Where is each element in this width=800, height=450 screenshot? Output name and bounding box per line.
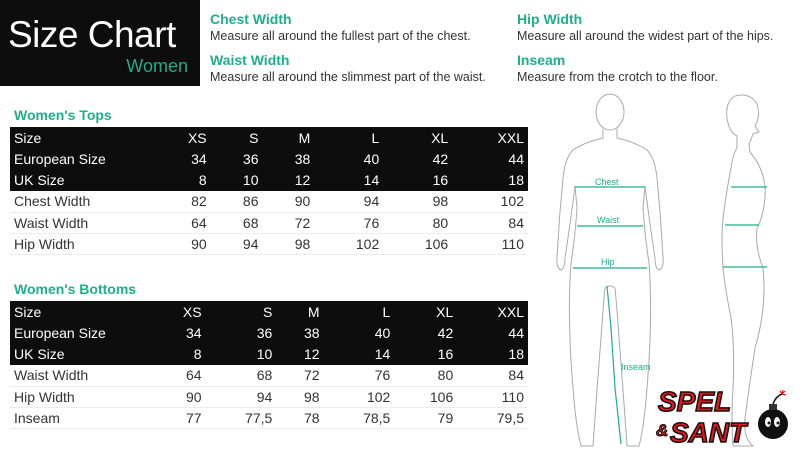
bottoms-size-table <box>10 301 528 429</box>
side-measurement-lines <box>723 187 767 267</box>
chest-width-instruction <box>210 11 471 43</box>
table-cell: Size <box>10 127 152 148</box>
table-cell: 102 <box>452 191 528 212</box>
table-cell: 79 <box>394 407 457 428</box>
table-cell: 84 <box>457 365 528 386</box>
table-cell: 42 <box>394 322 457 343</box>
table-row <box>10 148 528 169</box>
table-cell: 82 <box>152 191 211 212</box>
table-cell: L <box>314 127 383 148</box>
table-cell: 36 <box>206 322 277 343</box>
table-cell: 98 <box>276 386 323 407</box>
table-row <box>10 365 528 386</box>
table-cell: 8 <box>152 344 206 365</box>
bottoms-section-title: Women's Bottoms <box>14 281 137 297</box>
table-cell: 8 <box>152 170 211 191</box>
table-cell: 76 <box>324 365 395 386</box>
table-cell: 90 <box>262 191 314 212</box>
table-cell: 78 <box>276 407 323 428</box>
page-title: Size Chart <box>8 14 176 55</box>
size-chart-logo <box>0 0 200 86</box>
table-cell: XL <box>383 127 452 148</box>
table-cell: UK Size <box>10 344 152 365</box>
table-cell: 42 <box>383 148 452 169</box>
table-cell: 18 <box>457 344 528 365</box>
table-cell: 90 <box>152 233 211 254</box>
table-cell: 64 <box>152 212 211 233</box>
table-cell: 80 <box>394 365 457 386</box>
table-cell: 68 <box>206 365 277 386</box>
table-cell: UK Size <box>10 170 152 191</box>
table-cell: 34 <box>152 322 206 343</box>
bomb-icon <box>758 390 788 439</box>
table-cell: 78,5 <box>324 407 395 428</box>
table-cell: 10 <box>206 344 277 365</box>
table-cell: Size <box>10 301 152 322</box>
table-cell: 14 <box>324 344 395 365</box>
table-cell: 102 <box>314 233 383 254</box>
table-cell: S <box>211 127 263 148</box>
waist-width-instruction <box>210 52 486 84</box>
table-cell: Hip Width <box>10 233 152 254</box>
brand-line-1: SPEL <box>658 386 732 417</box>
table-cell: 86 <box>211 191 263 212</box>
hip-width-instruction <box>517 11 773 43</box>
table-row <box>10 127 528 148</box>
table-cell: 110 <box>452 233 528 254</box>
table-cell: 44 <box>457 322 528 343</box>
table-cell: 10 <box>211 170 263 191</box>
table-cell: 106 <box>394 386 457 407</box>
table-cell: 40 <box>314 148 383 169</box>
table-cell: M <box>276 301 323 322</box>
table-row <box>10 170 528 191</box>
instruction-title: Chest Width <box>210 11 292 27</box>
table-row <box>10 344 528 365</box>
table-cell: 106 <box>383 233 452 254</box>
table-cell: XXL <box>457 301 528 322</box>
front-body-figure <box>557 94 663 446</box>
table-cell: European Size <box>10 148 152 169</box>
table-cell: 16 <box>383 170 452 191</box>
table-cell: 94 <box>206 386 277 407</box>
hip-label: Hip <box>601 257 615 267</box>
table-cell: 72 <box>262 212 314 233</box>
chest-label: Chest <box>595 177 619 187</box>
page-subtitle: Women <box>126 56 188 76</box>
instruction-text: Measure all around the fullest part of the chest. <box>210 29 471 43</box>
instruction-text: Measure all around the widest part of the hips. <box>517 29 774 43</box>
table-row <box>10 322 528 343</box>
table-cell: L <box>324 301 395 322</box>
table-cell: 90 <box>152 386 206 407</box>
table-cell: 16 <box>394 344 457 365</box>
table-cell: 84 <box>452 212 528 233</box>
table-cell: 102 <box>324 386 395 407</box>
table-cell: Waist Width <box>10 212 152 233</box>
table-cell: 36 <box>211 148 263 169</box>
table-row <box>10 407 528 428</box>
inseam-line <box>607 286 621 444</box>
table-cell: 79,5 <box>457 407 528 428</box>
table-cell: 110 <box>457 386 528 407</box>
brand-line-2: SANT <box>670 417 747 446</box>
table-cell: Inseam <box>10 407 152 428</box>
inseam-label: Inseam <box>621 362 651 372</box>
table-cell: 98 <box>262 233 314 254</box>
instruction-title: Inseam <box>517 52 566 68</box>
table-row <box>10 191 528 212</box>
table-cell: 38 <box>262 148 314 169</box>
tops-size-table <box>10 127 528 255</box>
table-cell: Hip Width <box>10 386 152 407</box>
tops-section-title: Women's Tops <box>14 107 112 123</box>
table-cell: 98 <box>383 191 452 212</box>
inseam-instruction <box>517 52 718 84</box>
instruction-text: Measure all around the slimmest part of the waist. <box>210 70 486 84</box>
instruction-title: Hip Width <box>517 11 583 27</box>
table-cell: XS <box>152 301 206 322</box>
table-cell: 38 <box>276 322 323 343</box>
instruction-title: Waist Width <box>210 52 290 68</box>
table-cell: 77,5 <box>206 407 277 428</box>
table-cell: 14 <box>314 170 383 191</box>
instruction-text: Measure from the crotch to the floor. <box>517 70 718 84</box>
table-cell: XS <box>152 127 211 148</box>
front-measurement-lines <box>573 187 647 444</box>
table-cell: 77 <box>152 407 206 428</box>
table-cell: XXL <box>452 127 528 148</box>
table-cell: 72 <box>276 365 323 386</box>
table-cell: 76 <box>314 212 383 233</box>
table-row <box>10 301 528 322</box>
table-row <box>10 386 528 407</box>
table-cell: 68 <box>211 212 263 233</box>
table-cell: Waist Width <box>10 365 152 386</box>
table-row <box>10 212 528 233</box>
table-cell: Chest Width <box>10 191 152 212</box>
table-cell: 94 <box>314 191 383 212</box>
table-cell: 94 <box>211 233 263 254</box>
table-cell: 12 <box>262 170 314 191</box>
spel-sant-logo <box>654 384 794 446</box>
table-cell: 18 <box>452 170 528 191</box>
waist-label: Waist <box>597 215 620 225</box>
table-cell: 40 <box>324 322 395 343</box>
brand-ampersand: & <box>656 421 669 440</box>
table-cell: 12 <box>276 344 323 365</box>
table-row <box>10 233 528 254</box>
table-cell: European Size <box>10 322 152 343</box>
table-cell: 64 <box>152 365 206 386</box>
table-cell: S <box>206 301 277 322</box>
table-cell: M <box>262 127 314 148</box>
table-cell: XL <box>394 301 457 322</box>
table-cell: 34 <box>152 148 211 169</box>
table-cell: 44 <box>452 148 528 169</box>
table-cell: 80 <box>383 212 452 233</box>
